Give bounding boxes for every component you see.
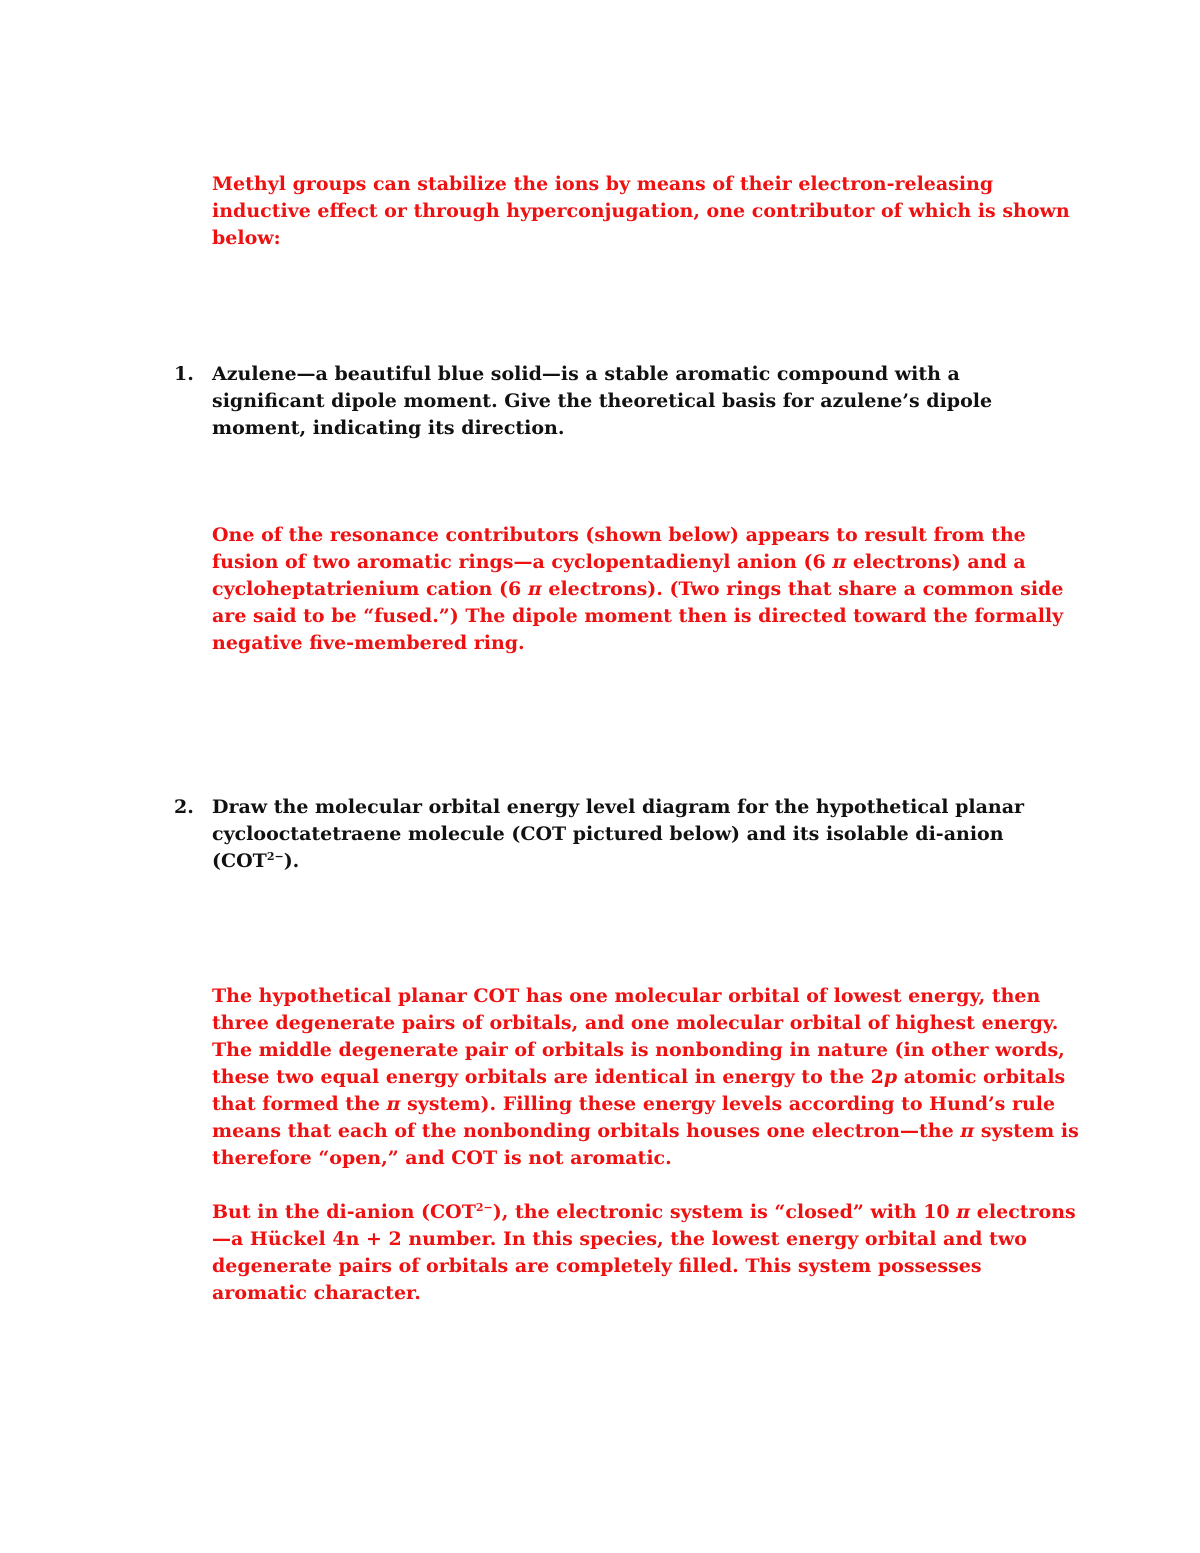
pi-symbol: π [956, 1201, 971, 1223]
question-2-text: (COT [212, 850, 267, 872]
answer-2-line: The middle degenerate pair of orbitals is nonbonding in nature (in other words, [212, 1039, 1065, 1061]
answer-1-text: cycloheptatrienium cation (6 [212, 578, 528, 600]
answer-2-text: system). Filling these energy levels according to Hund’s rule [400, 1093, 1056, 1115]
charge-superscript: 2− [475, 1201, 493, 1214]
answer-2-line: —a Hückel 4n + 2 number. In this species, the lowest energy orbital and two [212, 1228, 1027, 1250]
answer-2-line [212, 1118, 1079, 1145]
answer-2-line: The hypothetical planar COT has one molecular orbital of lowest energy, then [212, 985, 1041, 1007]
answer-1-line: are said to be “fused.”) The dipole moment then is directed toward the formally [212, 605, 1064, 627]
answer-2-line: aromatic character. [212, 1282, 421, 1304]
answer-1-paragraph [212, 522, 1064, 657]
answer-2-line [212, 1064, 1066, 1091]
answer-2-text: But in the di-anion (COT [212, 1201, 476, 1223]
answer-1-line: One of the resonance contributors (shown below) appears to result from the [212, 524, 1026, 546]
answer-1-text: electrons). (Two rings that share a common side [541, 578, 1064, 600]
answer-2-line [212, 1091, 1056, 1118]
pi-symbol: π [527, 578, 542, 600]
answer-2-paragraph-1 [212, 983, 1079, 1172]
question-2-line [212, 848, 1032, 875]
answer-2-line: three degenerate pairs of orbitals, and one molecular orbital of highest energy. [212, 1012, 1059, 1034]
charge-superscript: 2− [266, 850, 284, 863]
question-2-line: Draw the molecular orbital energy level diagram for the hypothetical planar [212, 796, 1025, 818]
question-1-line: moment, indicating its direction. [212, 417, 565, 439]
question-2-line: cyclooctatetraene molecule (COT pictured below) and its isolable di-anion [212, 823, 1004, 845]
answer-2-line: degenerate pairs of orbitals are completely filled. This system possesses [212, 1255, 982, 1277]
answer-2-text: means that each of the nonbonding orbitals houses one electron—the [212, 1120, 961, 1142]
p-orbital-italic: p [883, 1066, 898, 1088]
answer-1-line [212, 576, 1064, 603]
answer-2-text: these two equal energy orbitals are identical in energy to the 2 [212, 1066, 884, 1088]
question-2-text: ). [283, 850, 300, 872]
answer-1-text: fusion of two aromatic rings—a cyclopentadienyl anion (6 [212, 551, 833, 573]
answer-2-text: ), the electronic system is “closed” with 10 [492, 1201, 957, 1223]
question-1-number: 1. [174, 363, 194, 385]
pi-symbol: π [386, 1093, 401, 1115]
answer-methyl-paragraph [212, 171, 1070, 252]
answer-methyl-line: below: [212, 227, 281, 249]
question-2-number: 2. [174, 796, 194, 818]
answer-2-text: atomic orbitals [897, 1066, 1066, 1088]
answer-1-line [212, 549, 1032, 576]
answer-2-line: therefore “open,” and COT is not aromatic. [212, 1147, 672, 1169]
question-1-line: Azulene—a beautiful blue solid—is a stable aromatic compound with a [212, 363, 960, 385]
answer-2-text: that formed the [212, 1093, 387, 1115]
question-1-text [212, 361, 1032, 442]
answer-2-paragraph-2 [212, 1199, 1076, 1307]
answer-1-text: electrons) and a [846, 551, 1026, 573]
answer-2-text: electrons [970, 1201, 1076, 1223]
answer-2-line [212, 1199, 1076, 1226]
answer-1-line: negative five-membered ring. [212, 632, 525, 654]
question-2-text [212, 794, 1032, 875]
answer-methyl-line: inductive effect or through hyperconjugation, one contributor of which is shown [212, 200, 1070, 222]
pi-symbol: π [832, 551, 847, 573]
question-1-line: significant dipole moment. Give the theoretical basis for azulene’s dipole [212, 390, 993, 412]
answer-methyl-line: Methyl groups can stabilize the ions by means of their electron-releasing [212, 173, 994, 195]
pi-symbol: π [960, 1120, 975, 1142]
answer-2-text: system is [974, 1120, 1079, 1142]
